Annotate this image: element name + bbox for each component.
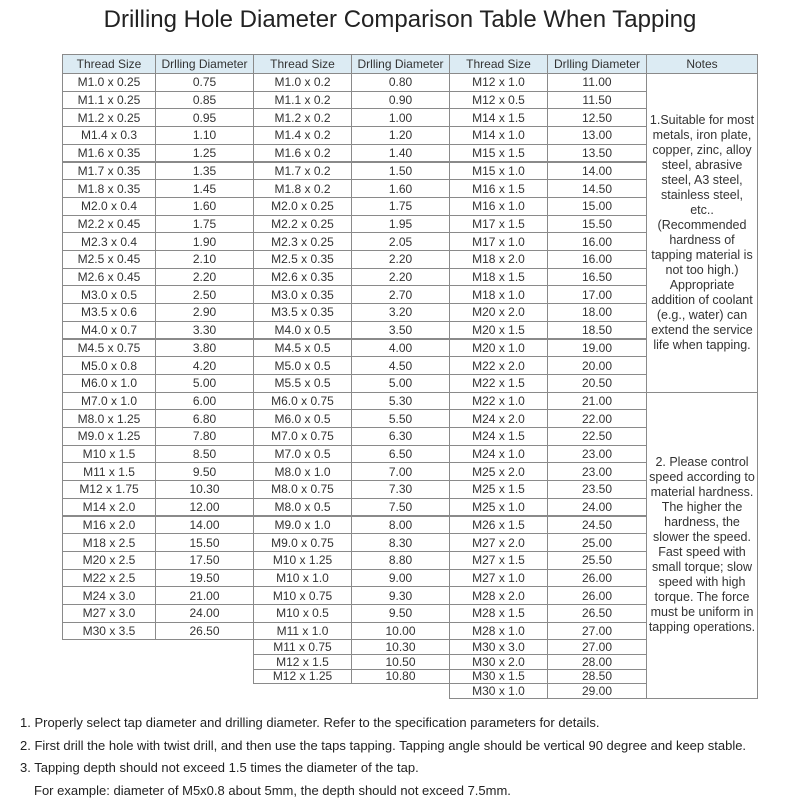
thread-size-cell: M3.0 x 0.5 [62,285,156,304]
drilling-diameter-cell: 4.20 [155,356,254,375]
header-notes: Notes [646,54,758,74]
drilling-diameter-cell: 26.50 [155,622,254,641]
thread-size-cell: M25 x 1.0 [449,498,548,517]
drilling-diameter-cell: 24.00 [155,604,254,623]
header-drilling-diameter: Drlling Diameter [351,54,450,74]
thread-size-cell: M1.4 x 0.2 [253,126,352,145]
header-drilling-diameter: Drlling Diameter [547,54,647,74]
drilling-diameter-cell: 24.50 [547,516,647,535]
thread-size-cell: M6.0 x 0.5 [253,409,352,428]
drilling-diameter-cell: 19.50 [155,569,254,588]
thread-size-cell: M5.0 x 0.5 [253,356,352,375]
thread-size-cell: M30 x 1.5 [449,669,548,685]
thread-size-cell: M15 x 1.5 [449,144,548,163]
thread-size-cell: M17 x 1.0 [449,232,548,251]
thread-size-cell: M2.6 x 0.35 [253,268,352,287]
thread-size-cell: M2.3 x 0.25 [253,232,352,251]
drilling-diameter-cell: 4.00 [351,339,450,358]
drilling-diameter-cell: 9.50 [155,462,254,481]
thread-size-cell: M4.0 x 0.7 [62,321,156,340]
drilling-diameter-cell: 1.50 [351,162,450,181]
drilling-diameter-cell: 2.90 [155,303,254,322]
drilling-diameter-cell: 1.25 [155,144,254,163]
thread-size-cell: M12 x 1.75 [62,480,156,499]
thread-size-cell: M24 x 1.0 [449,445,548,464]
thread-size-cell: M8.0 x 0.5 [253,498,352,517]
drilling-diameter-cell: 16.50 [547,268,647,287]
drilling-diameter-cell: 7.80 [155,427,254,446]
drilling-diameter-cell: 18.50 [547,321,647,340]
drilling-diameter-cell: 21.00 [547,392,647,411]
thread-size-cell: M1.1 x 0.25 [62,91,156,110]
drilling-diameter-cell: 1.45 [155,179,254,198]
thread-size-cell: M24 x 2.0 [449,409,548,428]
thread-size-cell: M18 x 1.0 [449,285,548,304]
thread-size-cell: M2.5 x 0.35 [253,250,352,269]
page-title: Drilling Hole Diameter Comparison Table When Tapping [0,6,800,34]
thread-size-cell: M17 x 1.5 [449,215,548,234]
thread-size-cell: M30 x 3.0 [449,639,548,655]
thread-size-cell: M11 x 1.0 [253,622,352,641]
drilling-diameter-cell: 10.80 [351,669,450,685]
drilling-diameter-cell: 5.30 [351,392,450,411]
thread-size-cell: M14 x 1.0 [449,126,548,145]
drilling-diameter-cell: 17.00 [547,285,647,304]
drilling-diameter-cell: 1.10 [155,126,254,145]
drilling-diameter-cell: 7.50 [351,498,450,517]
thread-size-cell: M1.2 x 0.25 [62,108,156,127]
thread-size-cell: M4.5 x 0.75 [62,339,156,358]
thread-size-cell: M12 x 1.0 [449,73,548,92]
drilling-diameter-cell: 3.50 [351,321,450,340]
thread-size-cell: M2.0 x 0.4 [62,197,156,216]
thread-size-cell: M7.0 x 1.0 [62,392,156,411]
thread-size-cell: M22 x 2.5 [62,569,156,588]
drilling-diameter-cell: 10.30 [155,480,254,499]
drilling-diameter-cell: 21.00 [155,586,254,605]
header-thread-size: Thread Size [62,54,156,74]
thread-size-cell: M25 x 2.0 [449,462,548,481]
thread-size-cell: M9.0 x 0.75 [253,533,352,552]
thread-size-cell: M14 x 1.5 [449,108,548,127]
drilling-diameter-cell: 14.00 [547,162,647,181]
thread-size-cell: M18 x 2.5 [62,533,156,552]
thread-size-cell: M10 x 0.5 [253,604,352,623]
thread-size-cell: M18 x 2.0 [449,250,548,269]
drilling-diameter-cell: 10.00 [351,622,450,641]
thread-size-cell: M8.0 x 1.0 [253,462,352,481]
drilling-diameter-cell: 23.00 [547,445,647,464]
drilling-diameter-cell: 16.00 [547,250,647,269]
thread-size-cell: M1.2 x 0.2 [253,108,352,127]
drilling-diameter-cell: 26.00 [547,569,647,588]
drilling-diameter-cell: 27.00 [547,622,647,641]
thread-size-cell: M1.8 x 0.2 [253,179,352,198]
thread-size-cell: M16 x 1.5 [449,179,548,198]
thread-size-cell: M28 x 1.5 [449,604,548,623]
drilling-diameter-cell: 23.00 [547,462,647,481]
thread-size-cell: M27 x 3.0 [62,604,156,623]
header-drilling-diameter: Drlling Diameter [155,54,254,74]
drilling-diameter-cell: 0.75 [155,73,254,92]
thread-size-cell: M1.1 x 0.2 [253,91,352,110]
thread-size-cell: M20 x 2.5 [62,551,156,570]
drilling-diameter-cell: 1.90 [155,232,254,251]
drilling-diameter-cell: 8.00 [351,516,450,535]
drilling-diameter-cell: 2.05 [351,232,450,251]
drilling-diameter-cell: 16.00 [547,232,647,251]
drilling-diameter-cell: 24.00 [547,498,647,517]
thread-size-cell: M18 x 1.5 [449,268,548,287]
header-thread-size: Thread Size [449,54,548,74]
drilling-diameter-cell: 7.00 [351,462,450,481]
thread-size-cell: M3.5 x 0.6 [62,303,156,322]
drilling-diameter-cell: 17.50 [155,551,254,570]
thread-size-cell: M27 x 1.5 [449,551,548,570]
thread-size-cell: M30 x 1.0 [449,683,548,699]
thread-size-cell: M10 x 1.25 [253,551,352,570]
thread-size-cell: M4.5 x 0.5 [253,339,352,358]
thread-size-cell: M28 x 1.0 [449,622,548,641]
note-1: 1.Suitable for most metals, iron plate, copper, zinc, alloy steel, abrasive steel, A3 steel, stainless steel, etc..(Recommended hardness of tapping material is not too high.) Appropriate addition of coolant (e.g., water) can extend the service life when tapping. [646,73,758,393]
thread-size-cell: M11 x 1.5 [62,462,156,481]
thread-size-cell: M9.0 x 1.25 [62,427,156,446]
drilling-diameter-cell: 1.00 [351,108,450,127]
thread-size-cell: M2.2 x 0.25 [253,215,352,234]
thread-size-cell: M10 x 1.5 [62,445,156,464]
thread-size-cell: M16 x 1.0 [449,197,548,216]
drilling-diameter-cell: 27.00 [547,639,647,655]
drilling-diameter-cell: 2.20 [155,268,254,287]
drilling-diameter-cell: 2.50 [155,285,254,304]
drilling-diameter-cell: 22.50 [547,427,647,446]
footer-note-example: For example: diameter of M5x0.8 about 5mm, the depth should not exceed 7.5mm. [20,780,746,802]
drilling-diameter-cell: 15.50 [155,533,254,552]
drilling-diameter-cell: 8.30 [351,533,450,552]
drilling-diameter-cell: 0.80 [351,73,450,92]
drilling-diameter-cell: 23.50 [547,480,647,499]
thread-size-cell: M3.0 x 0.35 [253,285,352,304]
thread-size-cell: M10 x 1.0 [253,569,352,588]
drilling-diameter-cell: 5.00 [351,374,450,393]
thread-size-cell: M30 x 2.0 [449,654,548,670]
drilling-diameter-cell: 2.10 [155,250,254,269]
thread-size-cell: M27 x 2.0 [449,533,548,552]
drilling-diameter-cell: 0.85 [155,91,254,110]
thread-size-cell: M20 x 2.0 [449,303,548,322]
thread-size-cell: M8.0 x 1.25 [62,409,156,428]
drilling-diameter-cell: 3.80 [155,339,254,358]
thread-size-cell: M12 x 0.5 [449,91,548,110]
drilling-diameter-cell: 1.75 [155,215,254,234]
drilling-diameter-cell: 3.20 [351,303,450,322]
drilling-diameter-cell: 1.35 [155,162,254,181]
drilling-diameter-cell: 26.50 [547,604,647,623]
drilling-diameter-cell: 3.30 [155,321,254,340]
thread-size-cell: M2.0 x 0.25 [253,197,352,216]
drilling-diameter-cell: 6.00 [155,392,254,411]
thread-size-cell: M25 x 1.5 [449,480,548,499]
thread-size-cell: M5.0 x 0.8 [62,356,156,375]
thread-size-cell: M8.0 x 0.75 [253,480,352,499]
thread-size-cell: M1.6 x 0.35 [62,144,156,163]
drilling-diameter-cell: 15.00 [547,197,647,216]
drilling-diameter-cell: 2.20 [351,250,450,269]
drilling-diameter-cell: 8.80 [351,551,450,570]
thread-size-cell: M12 x 1.25 [253,669,352,685]
thread-size-cell: M3.5 x 0.35 [253,303,352,322]
footer-note-1: 1. Properly select tap diameter and drilling diameter. Refer to the specification parameters for details. [20,712,746,735]
drilling-diameter-cell: 15.50 [547,215,647,234]
thread-size-cell: M1.8 x 0.35 [62,179,156,198]
thread-size-cell: M1.4 x 0.3 [62,126,156,145]
thread-size-cell: M20 x 1.5 [449,321,548,340]
drilling-diameter-cell: 25.50 [547,551,647,570]
drilling-diameter-cell: 19.00 [547,339,647,358]
thread-size-cell: M20 x 1.0 [449,339,548,358]
thread-size-cell: M28 x 2.0 [449,586,548,605]
drilling-diameter-cell: 5.00 [155,374,254,393]
thread-size-cell: M1.7 x 0.2 [253,162,352,181]
drilling-diameter-cell: 29.00 [547,683,647,699]
drilling-diameter-cell: 0.90 [351,91,450,110]
thread-size-cell: M2.6 x 0.45 [62,268,156,287]
drilling-diameter-cell: 1.60 [155,197,254,216]
drilling-diameter-cell: 5.50 [351,409,450,428]
thread-size-cell: M10 x 0.75 [253,586,352,605]
note-2: 2. Please control speed according to material hardness. The higher the hardness, the slower the speed. Fast speed with small torque; slow speed with high torque. The force must be uniform in tapping operations. [646,392,758,699]
thread-size-cell: M7.0 x 0.75 [253,427,352,446]
drilling-diameter-cell: 7.30 [351,480,450,499]
drilling-diameter-cell: 8.50 [155,445,254,464]
thread-size-cell: M1.6 x 0.2 [253,144,352,163]
thread-size-cell: M2.5 x 0.45 [62,250,156,269]
thread-size-cell: M24 x 1.5 [449,427,548,446]
drilling-diameter-cell: 9.00 [351,569,450,588]
thread-size-cell: M27 x 1.0 [449,569,548,588]
drilling-diameter-cell: 13.00 [547,126,647,145]
thread-size-cell: M12 x 1.5 [253,654,352,670]
drilling-diameter-cell: 6.50 [351,445,450,464]
drilling-diameter-cell: 22.00 [547,409,647,428]
thread-size-cell: M4.0 x 0.5 [253,321,352,340]
footer-note-3: 3. Tapping depth should not exceed 1.5 times the diameter of the tap. [20,757,746,780]
drilling-diameter-cell: 18.00 [547,303,647,322]
thread-size-cell: M24 x 3.0 [62,586,156,605]
drilling-diameter-cell: 1.60 [351,179,450,198]
drilling-diameter-cell: 9.50 [351,604,450,623]
drilling-diameter-cell: 1.40 [351,144,450,163]
drilling-diameter-cell: 6.80 [155,409,254,428]
thread-size-cell: M5.5 x 0.5 [253,374,352,393]
drilling-diameter-cell: 9.30 [351,586,450,605]
header-thread-size: Thread Size [253,54,352,74]
drilling-diameter-cell: 1.95 [351,215,450,234]
drilling-diameter-cell: 10.30 [351,639,450,655]
drilling-diameter-cell: 28.50 [547,669,647,685]
drilling-diameter-cell: 10.50 [351,654,450,670]
thread-size-cell: M6.0 x 1.0 [62,374,156,393]
drilling-diameter-cell: 11.00 [547,73,647,92]
drilling-diameter-cell: 28.00 [547,654,647,670]
thread-size-cell: M7.0 x 0.5 [253,445,352,464]
drilling-diameter-cell: 13.50 [547,144,647,163]
thread-size-cell: M6.0 x 0.75 [253,392,352,411]
thread-size-cell: M1.7 x 0.35 [62,162,156,181]
thread-size-cell: M22 x 2.0 [449,356,548,375]
drilling-diameter-cell: 14.50 [547,179,647,198]
thread-size-cell: M15 x 1.0 [449,162,548,181]
drilling-diameter-cell: 2.70 [351,285,450,304]
drilling-diameter-cell: 11.50 [547,91,647,110]
drilling-diameter-cell: 2.20 [351,268,450,287]
thread-size-cell: M16 x 2.0 [62,516,156,535]
thread-size-cell: M2.3 x 0.4 [62,232,156,251]
footer-note-2: 2. First drill the hole with twist drill, and then use the taps tapping. Tapping angle should be vertical 90 degree and keep stable. [20,735,746,758]
thread-size-cell: M9.0 x 1.0 [253,516,352,535]
drilling-diameter-cell: 25.00 [547,533,647,552]
drilling-diameter-cell: 20.00 [547,356,647,375]
drilling-diameter-cell: 1.75 [351,197,450,216]
thread-size-cell: M11 x 0.75 [253,639,352,655]
thread-size-cell: M1.0 x 0.2 [253,73,352,92]
thread-size-cell: M14 x 2.0 [62,498,156,517]
thread-size-cell: M26 x 1.5 [449,516,548,535]
drilling-diameter-cell: 4.50 [351,356,450,375]
drilling-diameter-cell: 12.50 [547,108,647,127]
drilling-diameter-cell: 6.30 [351,427,450,446]
thread-size-cell: M2.2 x 0.45 [62,215,156,234]
drilling-diameter-cell: 12.00 [155,498,254,517]
footer-notes [20,712,746,802]
thread-size-cell: M30 x 3.5 [62,622,156,641]
thread-size-cell: M22 x 1.5 [449,374,548,393]
thread-size-cell: M1.0 x 0.25 [62,73,156,92]
drilling-diameter-cell: 26.00 [547,586,647,605]
drilling-diameter-cell: 20.50 [547,374,647,393]
drilling-diameter-cell: 0.95 [155,108,254,127]
thread-size-cell: M22 x 1.0 [449,392,548,411]
drilling-diameter-cell: 14.00 [155,516,254,535]
drilling-diameter-cell: 1.20 [351,126,450,145]
